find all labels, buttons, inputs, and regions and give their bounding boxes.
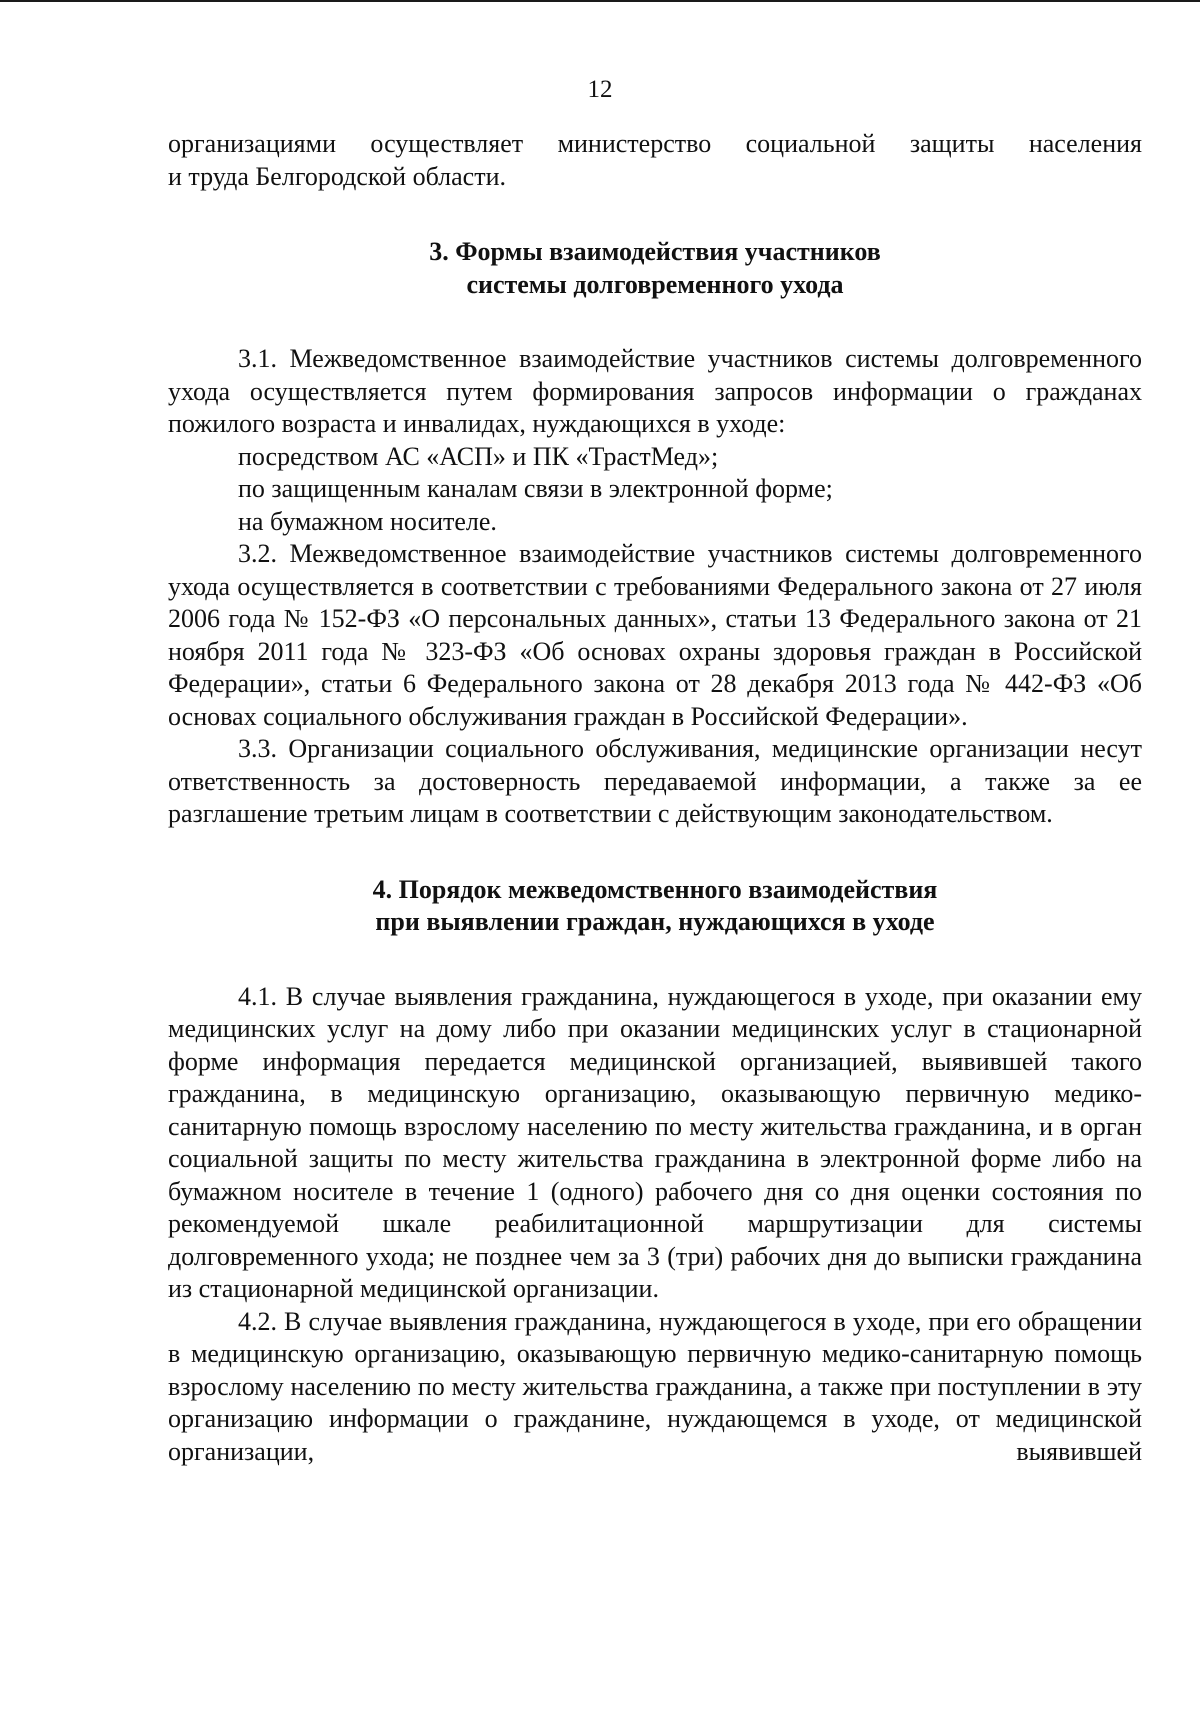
list-item-2: по защищенным каналам связи в электронной форме; — [238, 474, 833, 503]
list-item-3: на бумажном носителе. — [238, 506, 497, 536]
section-3-heading-line-2: системы долговременного ухода — [466, 269, 844, 299]
intro-paragraph — [168, 128, 1142, 193]
page-top-border — [0, 0, 1200, 2]
section-3-heading-line-1: 3. Формы взаимодействия участников — [429, 237, 881, 266]
paragraph-3-3: 3.3. Организации социального обслуживания, медицинские организации несут ответственность за достоверность передаваемой информации, а также за ее разглашение третьим лицам в соответствии с действующим законодательством. — [168, 734, 1142, 828]
paragraph-3-2: 3.2. Межведомственное взаимодействие участников системы долговременного ухода осуществляется в соответствии с требованиями Федерального закона от 27 июля 2006 года № 152-ФЗ «О персональных данных», статьи 13 Федерального закона от 21 ноября 2011 года № 323-ФЗ «Об основах охраны здоровья граждан в Российской Федерации», статьи 6 Федерального закона от 28 декабря 2013 года № 442-ФЗ «Об основах социального обслуживания граждан в Российской Федерации». — [168, 539, 1142, 731]
intro-line-2: и труда Белгородской области. — [168, 161, 506, 191]
section-4-heading-line-1: 4. Порядок межведомственного взаимодействия — [372, 874, 938, 904]
list-item-1: посредством АС «АСП» и ПК «ТрастМед»; — [238, 441, 719, 471]
paragraph-3-1: 3.1. Межведомственное взаимодействие участников системы долговременного ухода осуществляется путем формирования запросов информации о гражданах пожилого возраста и инвалидах, нуждающихся в уходе: — [168, 344, 1142, 438]
section-4-heading-line-2: при выявлении граждан, нуждающихся в уходе — [375, 907, 935, 936]
document-body — [168, 128, 1142, 1468]
paragraph-4-1: 4.1. В случае выявления гражданина, нуждающегося в уходе, при оказании ему медицинских услуг на дому либо при оказании медицинских услуг в стационарной форме информация передается медицинской организацией, выявившей такого гражданина, в медицинскую организацию, оказывающую первичную медико-санитарную помощь взрослому населению по месту жительства гражданина, и в орган социальной защиты по месту жительства гражданина в электронной форме либо на бумажном носителе в течение 1 (одного) рабочего дня со дня оценки состояния по рекомендуемой шкале реабилитационной маршрутизации для системы долговременного ухода; не позднее чем за 3 (три) рабочих дня до выписки гражданина из стационарной медицинской организации. — [168, 981, 1142, 1303]
section-3-heading — [168, 236, 1142, 301]
page-number: 12 — [587, 76, 613, 103]
paragraph-4-2: 4.2. В случае выявления гражданина, нуждающегося в уходе, при его обращении в медицинскую организацию, оказывающую первичную медико-санитарную помощь взрослому населению по месту жительства гражданина, а также при поступлении в эту организацию информации о гражданине, нуждающемся в уходе, от медицинской организации, выявившей — [168, 1306, 1142, 1466]
section-4-heading — [168, 874, 1142, 939]
intro-line-1: организациями осуществляет министерство социальной защиты населения — [168, 129, 1142, 158]
